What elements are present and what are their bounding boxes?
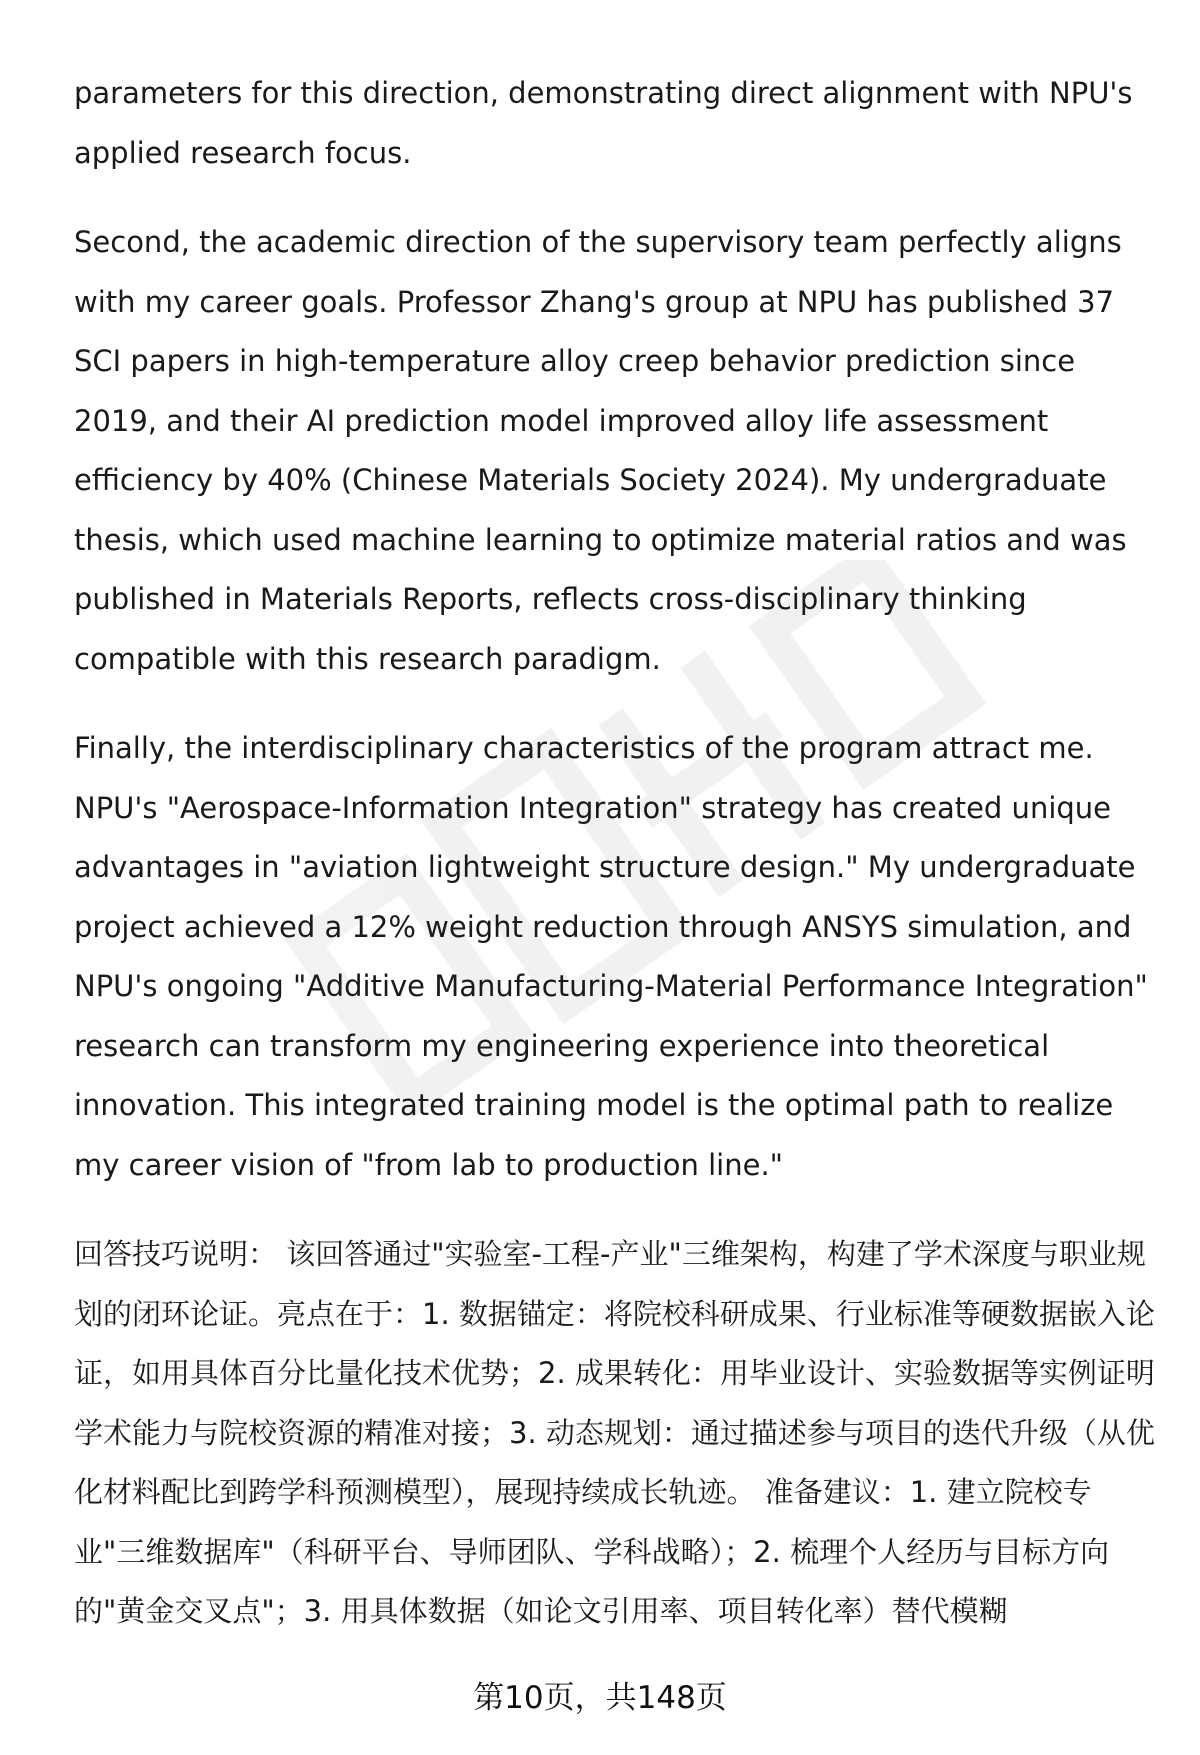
page-number: 第10页，共148页: [473, 1680, 727, 1716]
paragraph-3: Finally, the interdisciplinary characteristics of the program attract me. NPU's "Aerospace-Information Integration" strategy has created unique advantages in "aviation lightweight structure design." My undergraduate project achieved a 12% weight reduction through ANSYS simulation, and NPU's ongoing "Additive Manufacturing-Material Performance Integration" research can transform my engineering experience into theoretical innovation. This integrated training model is the optimal path to realize my career vision of "from lab to production line.": [74, 731, 1148, 1182]
paragraph-2: Second, the academic direction of the supervisory team perfectly aligns with my career goals. Professor Zhang's group at NPU has published 37 SCI papers in high-temperature alloy creep behavior prediction since 2019, and their AI prediction model improved alloy life assessment efficiency by 40% (Chinese Materials Society 2024). My undergraduate thesis, which used machine learning to optimize material ratios and was published in Materials Reports, reflects cross-disciplinary thinking compatible with this research paradigm.: [74, 225, 1127, 676]
paragraph-1: parameters for this direction, demonstrating direct alignment with NPU's applied research focus.: [74, 76, 1133, 170]
answer-tips-paragraph: 回答技巧说明： 该回答通过"实验室-工程-产业"三维架构，构建了学术深度与职业规划的闭环论证。亮点在于：1. 数据锚定：将院校科研成果、行业标准等硬数据嵌入论证，如用具体百分比量化技术优势；2. 成果转化：用毕业设计、实验数据等实例证明学术能力与院校资源的精准对接；3. 动态规划：通过描述参与项目的迭代升级（从优化材料配比到跨学科预测模型），展现持续成长轨迹。 准备建议：1. 建立院校专业"三维数据库"（科研平台、导师团队、学科战略）；2. 梳理个人经历与目标方向的"黄金交叉点"；3. 用具体数据（如论文引用率、项目转化率）替代模糊: [74, 1237, 1155, 1628]
document-body: [74, 64, 1159, 1672]
